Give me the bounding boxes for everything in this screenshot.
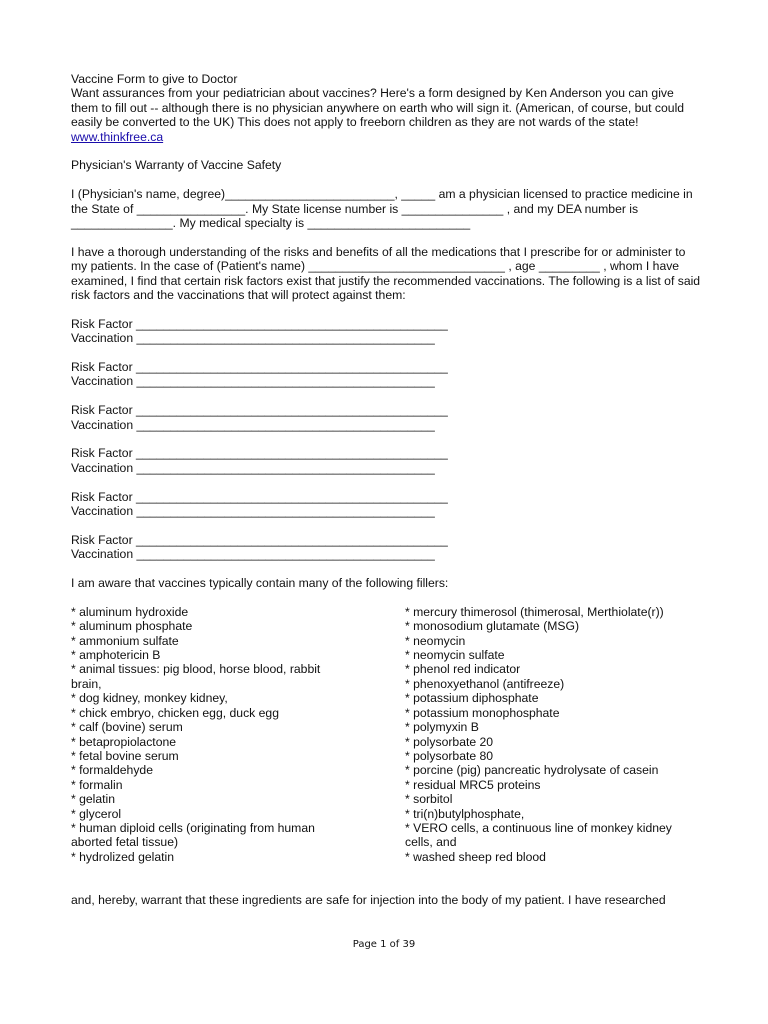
filler-item: * washed sheep red blood <box>405 849 546 864</box>
filler-item: * potassium monophosphate <box>405 705 560 720</box>
filler-item: * gelatin <box>71 792 116 807</box>
source-link-line <box>71 130 701 144</box>
source-link[interactable]: www.thinkfree.ca <box>71 129 164 144</box>
filler-item: * formalin <box>71 777 123 792</box>
filler-item: * porcine (pig) pancreatic hydrolysate of casein <box>405 763 659 778</box>
vaccination-line: Vaccination ____________________________________________ <box>71 504 435 519</box>
filler-item: * sorbitol <box>405 792 453 807</box>
risk-factor-group <box>71 446 701 475</box>
warrant-paragraph: and, hereby, warrant that these ingredients are safe for injection into the body of my patient. I have researched <box>71 892 666 907</box>
vaccination-line: Vaccination ____________________________________________ <box>71 547 435 562</box>
risk-factor-group <box>71 360 701 389</box>
filler-item: * residual MRC5 proteins <box>405 777 541 792</box>
risk-factor-line: Risk Factor ______________________________________________ <box>71 360 448 375</box>
filler-item: * calf (bovine) serum <box>71 720 183 735</box>
vaccination-line: Vaccination ____________________________________________ <box>71 417 435 432</box>
filler-item: * hydrolized gelatin <box>71 849 174 864</box>
intro-paragraph: Want assurances from your pediatrician about vaccines? Here's a form designed by Ken Anderson you can give them to fill out -- although there is no physician anywhere on earth who will sign it. (American, of course, but could easily be converted to the UK) This does not apply to freeborn children as they are not wards of the state! <box>71 86 685 130</box>
vaccination-line: Vaccination ____________________________________________ <box>71 460 435 475</box>
filler-item: * dog kidney, monkey kidney, <box>71 691 228 706</box>
risk-factor-group <box>71 490 701 519</box>
document-title: Vaccine Form to give to Doctor <box>71 72 238 86</box>
risk-factor-line: Risk Factor ______________________________________________ <box>71 316 448 331</box>
risk-factor-line: Risk Factor ______________________________________________ <box>71 489 448 504</box>
physician-declaration: I (Physician's name, degree)_________________________, _____ am a physician licensed to practice medicine in the State of ________________. My State license number is _______________ , and my DEA number is _______________. My medical specialty is ________________________ <box>71 187 693 231</box>
risk-factor-list <box>71 317 701 562</box>
filler-item: * fetal bovine serum <box>71 748 179 763</box>
fillers-list <box>71 605 701 864</box>
filler-item: * phenoxyethanol (antifreeze) <box>405 676 565 691</box>
filler-item: * betapropiolactone <box>71 734 177 749</box>
risk-factor-line: Risk Factor ______________________________________________ <box>71 446 448 461</box>
fillers-column-right <box>405 605 701 864</box>
filler-item: * glycerol <box>71 806 122 821</box>
risk-factor-line: Risk Factor ______________________________________________ <box>71 532 448 547</box>
filler-item: * amphotericin B <box>71 648 161 663</box>
filler-item: * mercury thimerosol (thimerosal, Merthiolate(r)) <box>405 604 664 619</box>
filler-item: * ammonium sulfate <box>71 633 179 648</box>
filler-item: * tri(n)butylphosphate, <box>405 806 525 821</box>
filler-item: * aluminum phosphate <box>71 619 193 634</box>
filler-item: * chick embryo, chicken egg, duck egg <box>71 705 279 720</box>
filler-item: * VERO cells, a continuous line of monkey kidney cells, and <box>405 820 672 850</box>
filler-item: * polysorbate 80 <box>405 748 494 763</box>
filler-item: * formaldehyde <box>71 763 153 778</box>
vaccination-line: Vaccination ____________________________________________ <box>71 374 435 389</box>
understanding-paragraph: I have a thorough understanding of the risks and benefits of all the medications that I prescribe for or administer to my patients. In the case of (Patient's name) _____________________________ , age _________ , whom I have examined, I find that certain risk factors exist that justify the recommended vaccinations. The following is a list of said risk factors and the vaccinations that will protect against them: <box>71 244 701 303</box>
filler-item: * neomycin sulfate <box>405 648 505 663</box>
filler-item: * potassium diphosphate <box>405 691 539 706</box>
filler-item: * polysorbate 20 <box>405 734 494 749</box>
filler-item: * monosodium glutamate (MSG) <box>405 619 580 634</box>
fillers-column-left <box>71 605 405 864</box>
form-title: Physician's Warranty of Vaccine Safety <box>71 158 282 173</box>
fillers-intro: I am aware that vaccines typically contain many of the following fillers: <box>71 576 449 591</box>
filler-item: * animal tissues: pig blood, horse blood, rabbit brain, <box>71 662 321 691</box>
risk-factor-group <box>71 317 701 346</box>
filler-item: * phenol red indicator <box>405 662 521 677</box>
risk-factor-line: Risk Factor ______________________________________________ <box>71 403 448 418</box>
filler-item: * polymyxin B <box>405 720 479 735</box>
page-number: Page 1 of 39 <box>352 939 416 950</box>
filler-item: * human diploid cells (originating from human aborted fetal tissue) <box>71 820 315 850</box>
filler-item: * neomycin <box>405 633 466 648</box>
filler-item: * aluminum hydroxide <box>71 604 189 619</box>
risk-factor-group <box>71 403 701 432</box>
vaccination-line: Vaccination ____________________________________________ <box>71 331 435 346</box>
risk-factor-group <box>71 533 701 562</box>
document-page <box>71 72 701 907</box>
